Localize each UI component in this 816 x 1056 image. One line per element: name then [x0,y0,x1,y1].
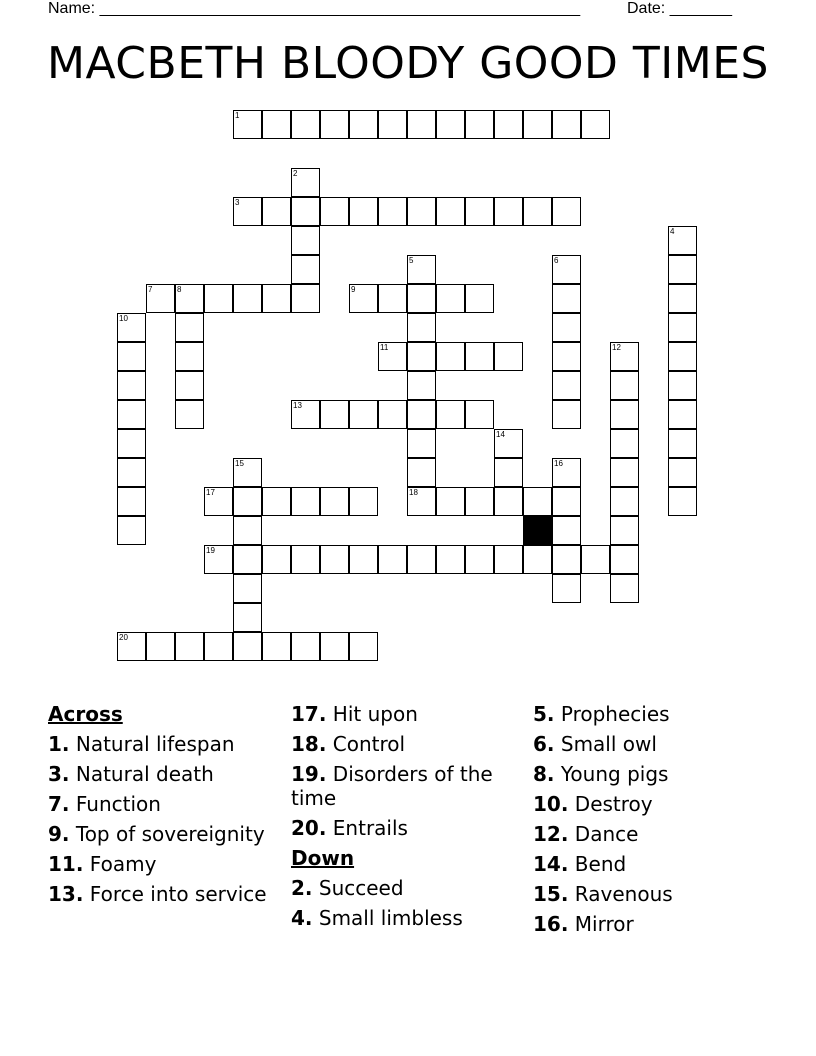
clue-down-4 [291,906,521,930]
grid-cell[interactable] [320,487,349,516]
grid-cell[interactable] [291,197,320,226]
grid-cell[interactable] [175,371,204,400]
grid-cell[interactable] [117,487,146,516]
grid-cell[interactable] [465,342,494,371]
grid-cell[interactable] [146,632,175,661]
grid-cell[interactable] [494,110,523,139]
clues-section [48,702,778,1002]
clue-down-6 [533,732,763,756]
grid-cell[interactable] [378,545,407,574]
grid-cell[interactable] [494,487,523,516]
grid-cell[interactable] [436,342,465,371]
clue-text: Bend [574,852,627,876]
grid-cell[interactable] [233,487,262,516]
grid-cell[interactable] [233,516,262,545]
grid-cell[interactable] [523,197,552,226]
grid-cell[interactable] [407,197,436,226]
clue-number: 14. [533,852,569,876]
clue-text: Function [75,792,161,816]
clue-across-18 [291,732,521,756]
cell-number: 5 [409,256,414,265]
grid-cell[interactable] [465,400,494,429]
grid-cell[interactable] [494,545,523,574]
grid-cell[interactable] [117,516,146,545]
clue-across-17 [291,702,521,726]
clue-across-1 [48,732,278,756]
grid-cell[interactable] [117,458,146,487]
grid-cell[interactable] [668,458,697,487]
clue-number: 19. [291,762,327,786]
grid-cell[interactable] [349,400,378,429]
grid-cell[interactable] [233,458,262,487]
clue-text: Foamy [89,852,157,876]
grid-cell[interactable] [291,110,320,139]
grid-cell[interactable] [494,458,523,487]
clue-text: Mirror [574,912,634,936]
grid-cell[interactable] [117,400,146,429]
grid-cell[interactable] [262,545,291,574]
grid-cell[interactable] [233,632,262,661]
grid-cell[interactable] [407,429,436,458]
grid-cell[interactable] [668,429,697,458]
clue-down-8 [533,762,763,786]
clue-text: Control [332,732,406,756]
grid-cell[interactable] [378,197,407,226]
name-field[interactable]: Name: ______________________________________________________ [48,0,581,17]
grid-cell[interactable] [233,197,262,226]
grid-cell[interactable] [262,197,291,226]
grid-cell[interactable] [610,342,639,371]
grid-cell[interactable] [610,574,639,603]
grid-cell[interactable] [320,110,349,139]
cell-number: 13 [293,401,302,410]
clue-text: Small owl [560,732,657,756]
grid-cell[interactable] [349,487,378,516]
clue-across-13 [48,882,278,906]
across-heading: Across [48,702,123,726]
grid-cell[interactable] [668,400,697,429]
clue-text: Top of sovereignity [75,822,265,846]
grid-cell[interactable] [407,545,436,574]
grid-cell[interactable] [610,429,639,458]
clue-column-2 [291,702,521,936]
clue-down-16 [533,912,763,936]
cell-number: 2 [293,169,298,178]
grid-cell[interactable] [262,284,291,313]
cell-number: 3 [235,198,240,207]
grid-cell[interactable] [291,400,320,429]
clue-text: Natural death [75,762,214,786]
grid-cell[interactable] [117,342,146,371]
grid-cell[interactable] [291,632,320,661]
grid-cell[interactable] [233,603,262,632]
grid-cell[interactable] [581,545,610,574]
clue-number: 4. [291,906,313,930]
grid-cell[interactable] [378,284,407,313]
grid-cell[interactable] [175,632,204,661]
clue-number: 17. [291,702,327,726]
grid-cell[interactable] [465,110,494,139]
clue-number: 3. [48,762,70,786]
grid-cell[interactable] [349,284,378,313]
grid-cell[interactable] [494,197,523,226]
grid-cell[interactable] [552,110,581,139]
clue-across-3 [48,762,278,786]
grid-cell[interactable] [668,371,697,400]
grid-cell[interactable] [552,255,581,284]
clue-across-7 [48,792,278,816]
grid-cell[interactable] [291,284,320,313]
clue-text: Ravenous [574,882,673,906]
grid-cell[interactable] [204,632,233,661]
clue-down-5 [533,702,763,726]
clue-across-9 [48,822,278,846]
grid-cell[interactable] [494,429,523,458]
cell-number: 16 [554,459,563,468]
clue-number: 8. [533,762,555,786]
clue-down-10 [533,792,763,816]
date-field[interactable]: Date: _______ [627,0,732,17]
grid-cell[interactable] [175,313,204,342]
grid-cell[interactable] [465,545,494,574]
clue-text: Disorders of the time [291,762,493,810]
clue-number: 1. [48,732,70,756]
grid-cell[interactable] [349,110,378,139]
clue-text: Dance [574,822,639,846]
grid-cell[interactable] [407,371,436,400]
grid-cell[interactable] [610,487,639,516]
grid-cell[interactable] [291,255,320,284]
page-title: MACBETH BLOODY GOOD TIMES [47,38,769,89]
grid-cell[interactable] [436,197,465,226]
grid-cell[interactable] [407,487,436,516]
grid-cell[interactable] [610,458,639,487]
cell-number: 12 [612,343,621,352]
cell-number: 10 [119,314,128,323]
grid-cell[interactable] [349,632,378,661]
clue-number: 18. [291,732,327,756]
grid-cell[interactable] [349,545,378,574]
clue-text: Hit upon [332,702,418,726]
grid-cell[interactable] [407,458,436,487]
clue-number: 10. [533,792,569,816]
grid-cell[interactable] [552,284,581,313]
grid-cell[interactable] [349,197,378,226]
grid-cell[interactable] [262,632,291,661]
grid-cell[interactable] [175,400,204,429]
grid-cell[interactable] [233,284,262,313]
grid-cell[interactable] [407,110,436,139]
grid-cell[interactable] [117,632,146,661]
clue-number: 13. [48,882,84,906]
grid-cell[interactable] [436,545,465,574]
cell-number: 14 [496,430,505,439]
grid-cell[interactable] [233,110,262,139]
clue-across-19 [291,762,521,810]
grid-cell[interactable] [117,429,146,458]
grid-cell[interactable] [523,110,552,139]
clue-number: 20. [291,816,327,840]
grid-cell[interactable] [320,400,349,429]
grid-cell[interactable] [436,110,465,139]
grid-cell[interactable] [233,574,262,603]
grid-cell[interactable] [204,487,233,516]
clue-across-11 [48,852,278,876]
clue-text: Entrails [332,816,408,840]
grid-cell[interactable] [407,400,436,429]
grid-cell[interactable] [668,284,697,313]
grid-cell[interactable] [204,284,233,313]
clue-text: Succeed [318,876,404,900]
clue-number: 7. [48,792,70,816]
grid-cell[interactable] [436,487,465,516]
clue-column-1 [48,702,278,912]
clue-number: 2. [291,876,313,900]
grid-cell[interactable] [320,632,349,661]
clue-text: Small limbless [318,906,463,930]
grid-cell[interactable] [175,284,204,313]
grid-cell[interactable] [320,545,349,574]
clue-text: Young pigs [560,762,669,786]
grid-cell[interactable] [523,487,552,516]
grid-cell[interactable] [552,197,581,226]
grid-cell[interactable] [668,487,697,516]
cell-number: 4 [670,227,675,236]
grid-cell[interactable] [407,255,436,284]
cell-number: 11 [380,343,389,352]
cell-number: 8 [177,285,182,294]
grid-cell[interactable] [204,545,233,574]
grid-cell[interactable] [610,371,639,400]
clue-down-12 [533,822,763,846]
grid-cell[interactable] [407,313,436,342]
grid-cell[interactable] [552,545,581,574]
clue-text: Destroy [574,792,653,816]
cell-number: 6 [554,256,559,265]
clue-number: 5. [533,702,555,726]
grid-cell[interactable] [552,458,581,487]
grid-cell[interactable] [552,574,581,603]
grid-cell[interactable] [465,284,494,313]
grid-cell[interactable] [117,313,146,342]
grid-cell[interactable] [407,342,436,371]
grid-cell[interactable] [523,545,552,574]
clue-text: Prophecies [560,702,670,726]
clue-down-15 [533,882,763,906]
cell-number: 18 [409,488,418,497]
grid-cell[interactable] [175,342,204,371]
grid-cell[interactable] [494,342,523,371]
cell-number: 1 [235,111,240,120]
clue-across-20 [291,816,521,840]
clue-number: 15. [533,882,569,906]
grid-cell[interactable] [117,371,146,400]
grid-cell[interactable] [552,313,581,342]
cell-number: 15 [235,459,244,468]
grid-cell[interactable] [262,487,291,516]
grid-cell[interactable] [291,545,320,574]
grid-cell[interactable] [436,400,465,429]
clue-column-3 [533,702,763,942]
clue-text: Force into service [89,882,267,906]
cell-number: 17 [206,488,215,497]
cell-number: 19 [206,546,215,555]
cell-number: 9 [351,285,356,294]
clue-text: Natural lifespan [75,732,235,756]
grid-cell[interactable] [552,487,581,516]
clue-down-2 [291,876,521,900]
grid-cell[interactable] [610,545,639,574]
grid-cell[interactable] [233,545,262,574]
grid-cell[interactable] [378,400,407,429]
clue-number: 12. [533,822,569,846]
clue-number: 6. [533,732,555,756]
grid-cell[interactable] [291,487,320,516]
grid-cell[interactable] [552,342,581,371]
grid-cell[interactable] [668,255,697,284]
cell-number: 20 [119,633,128,642]
cell-number: 7 [148,285,153,294]
clue-down-14 [533,852,763,876]
grid-cell[interactable] [581,110,610,139]
grid-cell[interactable] [378,110,407,139]
clue-number: 9. [48,822,70,846]
clue-number: 16. [533,912,569,936]
grid-cell[interactable] [552,516,581,545]
grid-cell[interactable] [407,284,436,313]
grid-cell[interactable] [610,400,639,429]
grid-cell[interactable] [436,284,465,313]
grid-cell[interactable] [668,313,697,342]
grid-cell[interactable] [465,197,494,226]
grid-cell[interactable] [668,342,697,371]
grid-cell[interactable] [291,226,320,255]
grid-cell[interactable] [262,110,291,139]
grid-cell[interactable] [465,487,494,516]
grid-cell[interactable] [146,284,175,313]
clue-number: 11. [48,852,84,876]
grid-cell[interactable] [668,226,697,255]
down-heading: Down [291,846,355,870]
grid-cell[interactable] [552,371,581,400]
grid-cell[interactable] [610,516,639,545]
black-cell [523,516,552,545]
grid-cell[interactable] [378,342,407,371]
grid-cell[interactable] [320,197,349,226]
grid-cell[interactable] [291,168,320,197]
grid-cell[interactable] [552,400,581,429]
